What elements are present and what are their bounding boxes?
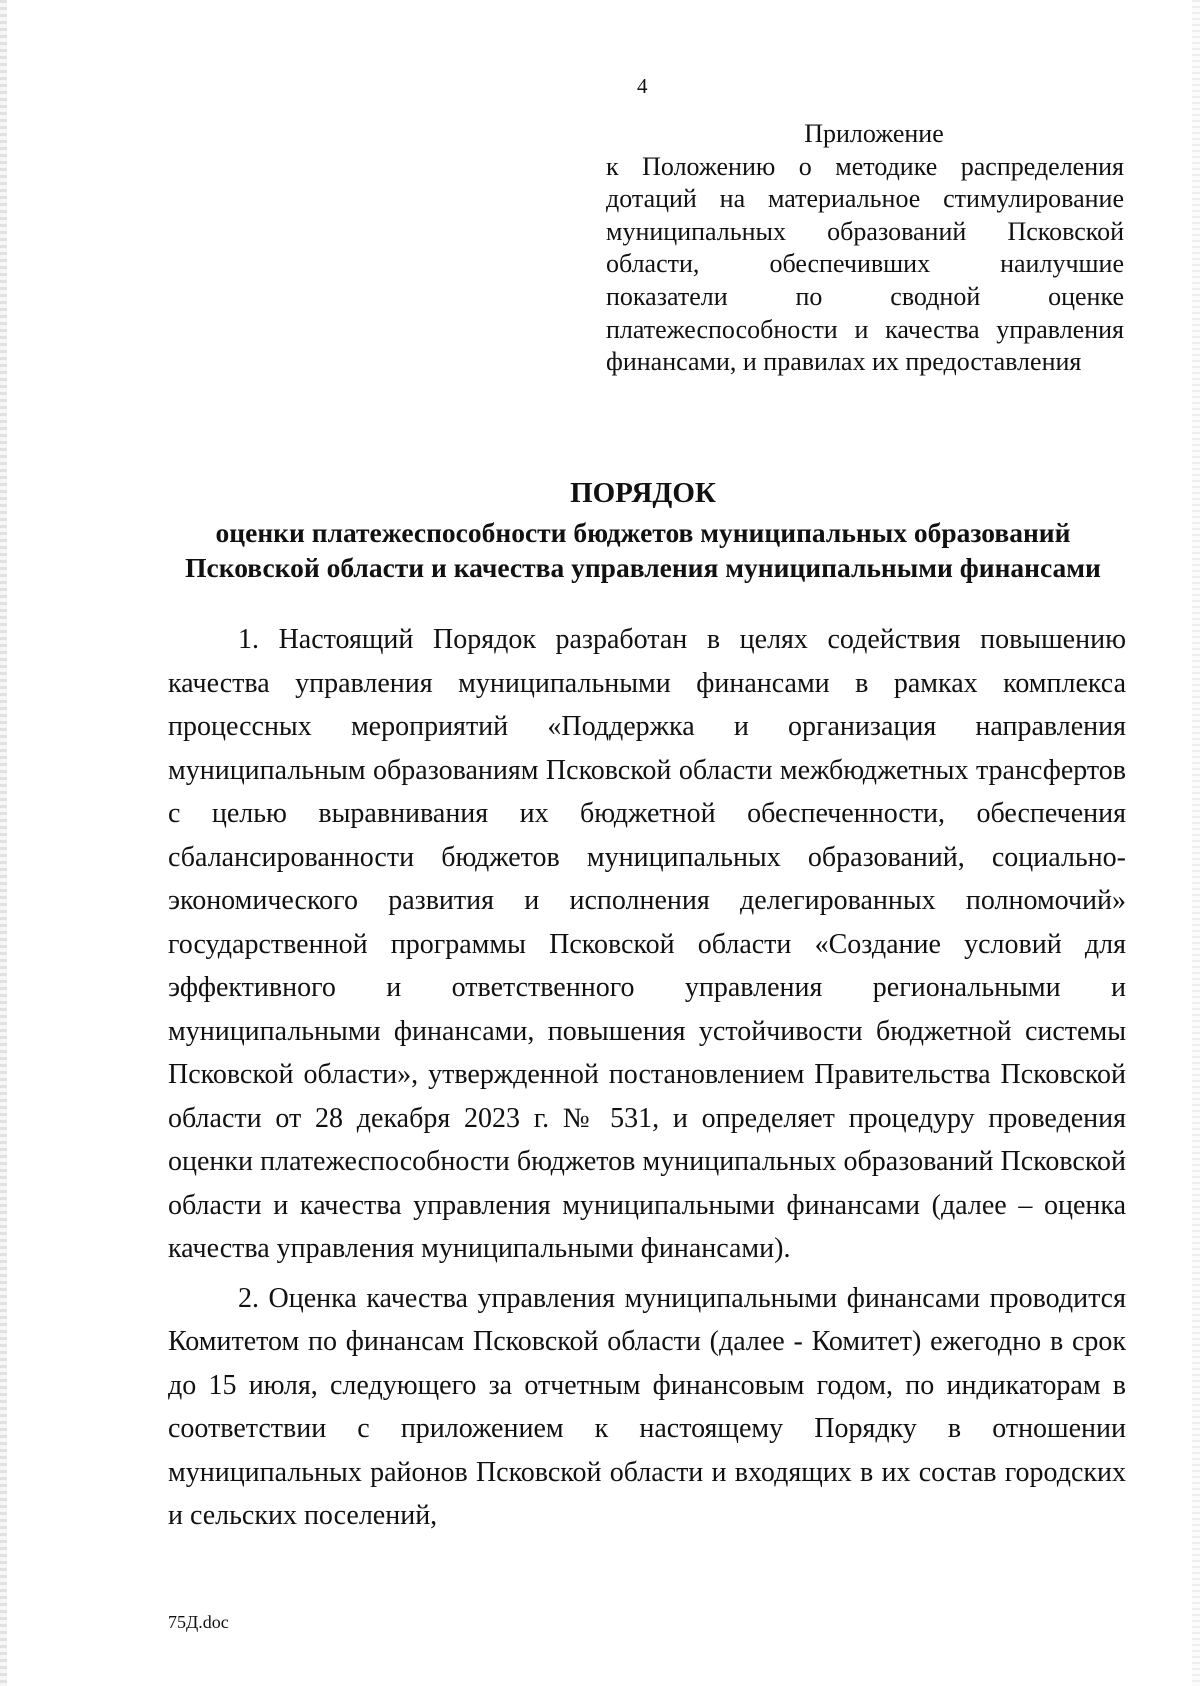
heading-title: ПОРЯДОК	[570, 477, 716, 509]
page-number: 4	[637, 74, 648, 98]
appendix-block	[606, 118, 1124, 379]
appendix-body: к Положению о методике распределения дотаций на материальное стимулирование муниципальных образований Псковской области, обеспечивших наилучшие показатели по сводной оценке платежеспособности и качества управления финансами, и правилах их предоставления	[606, 151, 1124, 377]
scan-edge-left	[0, 0, 7, 1686]
heading-line-1: оценки платежеспособности бюджетов муниципальных образований	[215, 517, 1071, 548]
heading-line-2: Псковской области и качества управления муниципальными финансами	[185, 552, 1101, 583]
paragraph-1: 1. Настоящий Порядок разработан в целях содействия повышению качества управления муниципальными финансами в рамках комплекса процессных мероприятий «Поддержка и организация направления муниципальным образованиям Псковской области межбюджетных трансфертов с целью выравнивания их бюджетной обеспеченности, обеспечения сбалансированности бюджетов муниципальных образований, социально-экономического развития и исполнения делегированных полномочий» государственной программы Псковской области «Создание условий для эффективного и ответственного управления региональными и муниципальными финансами, повышения устойчивости бюджетной системы Псковской области», утвержденной постановлением Правительства Псковской области от 28 декабря 2023 г. № 531, и определяет процедуру проведения оценки платежеспособности бюджетов муниципальных образований Псковской области и качества управления муниципальными финансами (далее – оценка качества управления муниципальными финансами).	[168, 624, 1126, 1264]
body-text	[168, 618, 1126, 1544]
footer-file-code: 75Д.doc	[168, 1612, 229, 1632]
paragraph-2: 2. Оценка качества управления муниципальными финансами проводится Комитетом по финансам Псковской области (далее - Комитет) ежегодно в срок до 15 июля, следующего за отчетным финансовым годом, по индикаторам в соответствии с приложением к настоящему Порядку в отношении муниципальных районов Псковской области и входящих в их состав городских и сельских поселений,	[168, 1282, 1126, 1531]
scan-edge-right	[1192, 0, 1200, 1686]
appendix-title: Приложение	[804, 119, 944, 148]
document-heading	[160, 476, 1126, 585]
